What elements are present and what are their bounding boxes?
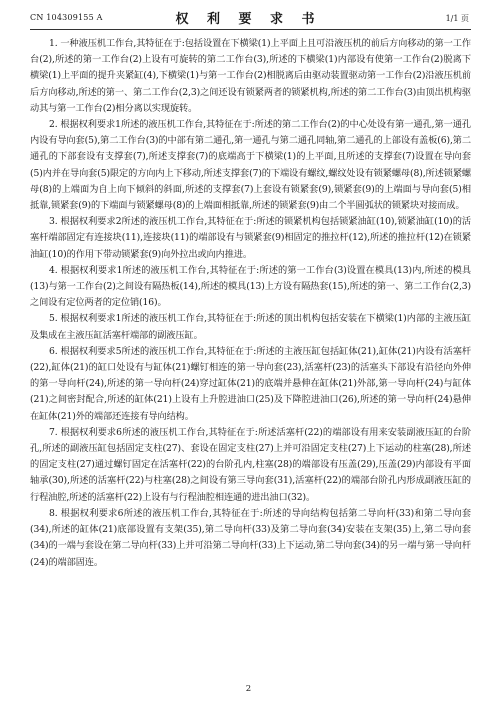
publication-number: CN 104309155 A (30, 13, 103, 22)
claims-body (30, 36, 471, 571)
header-divider (30, 29, 471, 30)
claim-7: 7. 根据权利要求6所述的液压机工作台,其特征在于:所述活塞杆(22)的端部设有用来安装副液压缸的台阶孔,所述的副液压缸包括固定支柱(27)、套设在固定支柱(27)上并可沿固定支柱(27)上下运动的柱塞(28),所述的固定支柱(27)通过螺钉固定在活塞杆(22)的台阶孔内,柱塞(28)的端部设有压盖(29),压盖(29)内部设有平面轴承(30),所述的活塞杆(22)与柱塞(28)之间设有第三导向套(31),活塞杆(22)的端部台阶孔内形成副液压缸的行程油腔,所述的活塞杆(22)上设有与行程油腔相连通的进出油口(32)。 (30, 426, 471, 503)
claim-2: 2. 根据权利要求1所述的液压机工作台,其特征在于:所述的第二工作台(2)的中心处设有第一通孔,第一通孔内设有导向套(5),第二工作台(3)的中部有第二通孔,第一通孔与第二通孔同轴,第二通孔的上部设有盖板(6),第二通孔的下部套设有支撑套(7),所述支撑套(7)的底端高于下横梁(1)的上平面,且所述的支撑套(7)设置在导向套(5)内并在导向套(5)限定的方向内上下移动,所述支撑套(7)的下端设有螺纹,螺纹处设有锁紧螺母(8),所述锁紧螺母(8)的上端面为自上向下倾斜的斜面,所述的支撑套(7)上套设有锁紧套(9),锁紧套(9)的上端面与导向套(5)相抵靠,锁紧套(9)的下端面与锁紧螺母(8)的上端面相抵靠,所述的锁紧套(9)由二个半圆弧状的锁紧块对接而成。 (30, 119, 471, 212)
claim-6: 6. 根据权利要求5所述的液压机工作台,其特征在于:所述的主液压缸包括缸体(21),缸体(21)内设有活塞杆(22),缸体(21)的缸口处设有与缸体(21)螺钉相连的第一导向套(23),活塞杆(23)的活塞头下部设有沿径向外伸的第一导向杆(24),所述的第一导向杆(24)穿过缸体(21)的底端并悬伸在缸体(21)外部,第一导向杆(24)与缸体(21)之间密封配合,所述的缸体(21)上设有上升腔进油口(25)及下降腔进油口(26),所述的第一导向杆(24)悬伸在缸体(21)外的端部还连接有导向结构。 (30, 345, 471, 422)
claim-8: 8. 根据权利要求6所述的液压机工作台,其特征在于:所述的导向结构包括第二导向杆(33)和第二导向套(34),所述的缸体(21)底部设置有支架(35),第二导向杆(33)及第二导向套(34)安装在支架(35)上,第二导向套(34)的一端与套设在第二导向杆(33)上并可沿第二导向杆(33)上下运动,第二导向套(34)的另一端与第一导向杆(24)的端部固连。 (30, 507, 471, 568)
page-info: 1/1 页 (445, 14, 469, 23)
page-title: 权 利 要 求 书 (175, 12, 322, 27)
claim-3: 3. 根据权利要求2所述的液压机工作台,其特征在于:所述的锁紧机构包括锁紧油缸(10),锁紧油缸(10)的活塞杆端部固定有连接块(11),连接块(11)的端部设有与锁紧套(9)相固定的推拉杆(12),所述的推拉杆(12)在锁紧油缸(10)的作用下带动锁紧套(9)向外拉出或向内推进。 (30, 216, 471, 260)
page-number: 2 (245, 684, 252, 694)
claim-1: 1. 一种液压机工作台,其特征在于:包括设置在下横梁(1)上平面上且可沿液压机的前后方向移动的第一工作台(2),所述的第一工作台(2)上设有可旋转的第二工作台(3),所述的下横梁(1)内部设有使第一工作台(2)脱离下横梁(1)上平面的提升夹紧缸(4),下横梁(1)与第一工作台(2)相脱离后由驱动装置驱动第一工作台(2)沿液压机前后方向移动,所述的第一、第二工作台(2,3)之间还设有锁紧两者的锁紧机构,所述的第二工作台(3)由顶出机构驱动其与第一工作台(2)相分离以实现旋转。 (30, 38, 471, 114)
claim-5: 5. 根据权利要求1所述的液压机工作台,其特征在于:所述的顶出机构包括安装在下横梁(1)内部的主液压缸及集成在主液压缸活塞杆端部的副液压缸。 (30, 313, 471, 341)
claim-4: 4. 根据权利要求1所述的液压机工作台,其特征在于:所述的第一工作台(3)设置在模具(13)内,所述的模具(13)与第一工作台(2)之间设有隔热板(14),所述的模具(13)上方设有隔热套(15),所述的第一、第二工作台(2,3)之间设有定位两者的定位销(16)。 (30, 264, 471, 309)
